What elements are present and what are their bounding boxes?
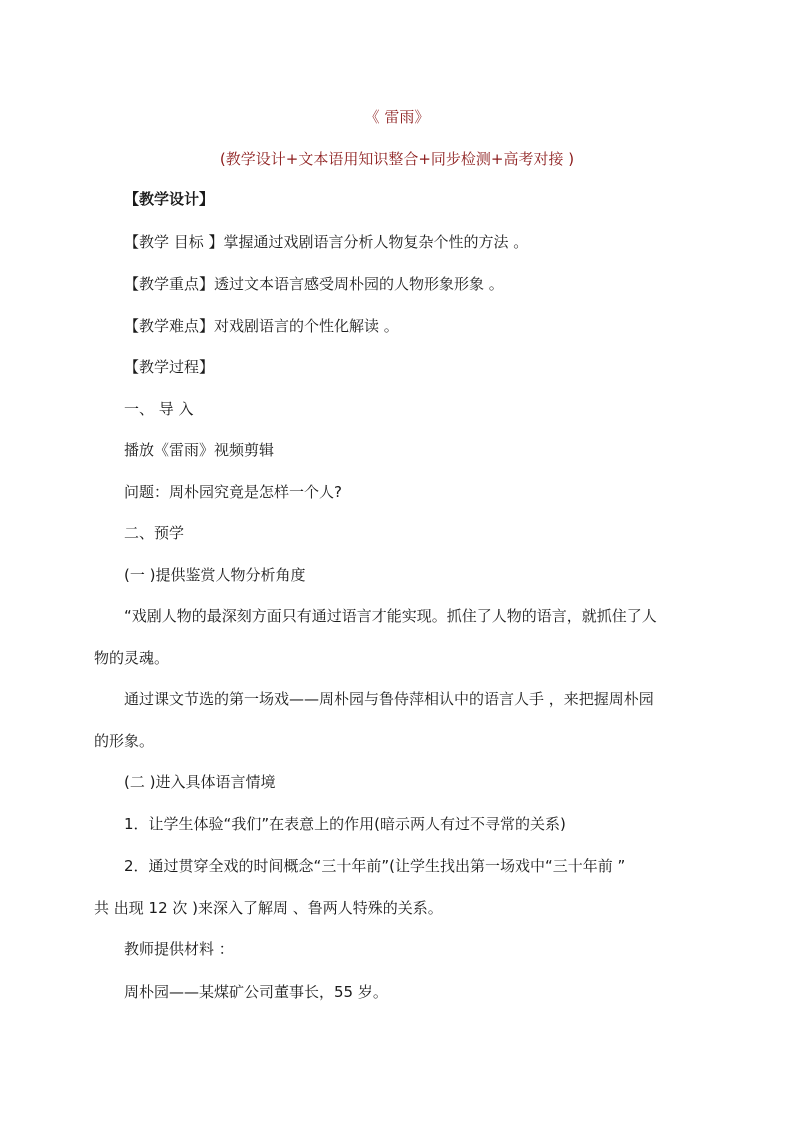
paragraph1-line2: 物的灵魂。 (94, 649, 170, 667)
part2-heading: 二、预学 (124, 524, 185, 542)
part1-line2: 问题：周朴园究竟是怎样一个人? (124, 483, 342, 501)
material-line1: 周朴园——某煤矿公司董事长，55 岁。 (124, 983, 388, 1001)
paragraph2-line2: 的形象。 (94, 732, 155, 750)
part1-line1: 播放《雷雨》视频剪辑 (124, 441, 275, 459)
teaching-difficulty: 【教学难点】对戏剧语言的个性化解读 。 (124, 317, 399, 335)
list-item-2-line1: 2．通过贯穿全戏的时间概念“三十年前”(让学生找出第一场戏中“三十年前 ” (124, 857, 626, 875)
subsection2-heading: (二 )进入具体语言情境 (124, 773, 276, 791)
material-label: 教师提供材料 ： (124, 940, 234, 958)
document-subtitle: (教学设计+文本语用知识整合+同步检测+高考对接 ) (219, 150, 575, 168)
part1-heading: 一、 导 入 (124, 400, 194, 418)
teaching-key-point: 【教学重点】透过文本语言感受周朴园的人物形象形象 。 (124, 275, 504, 293)
subsection1-heading: (一 )提供鉴赏人物分析角度 (124, 566, 306, 584)
document-title: 《 雷雨》 (364, 108, 430, 126)
section-header-teaching-design: 【教学设计】 (124, 190, 215, 208)
teaching-process-header: 【教学过程】 (124, 358, 215, 376)
list-item-1: 1．让学生体验“我们”在表意上的作用(暗示两人有过不寻常的关系) (124, 815, 566, 833)
paragraph2-line1: 通过课文节选的第一场戏——周朴园与鲁侍萍相认中的语言人手 ，来把握周朴园 (124, 690, 654, 708)
paragraph1-line1: “戏剧人物的最深刻方面只有通过语言才能实现。抓住了人物的语言，就抓住了人 (124, 607, 657, 625)
list-item-2-line2: 共 出现 12 次 )来深入了解周 、鲁两人特殊的关系。 (94, 899, 443, 917)
teaching-goal: 【教学 目标 】掌握通过戏剧语言分析人物复杂个性的方法 。 (124, 233, 529, 251)
